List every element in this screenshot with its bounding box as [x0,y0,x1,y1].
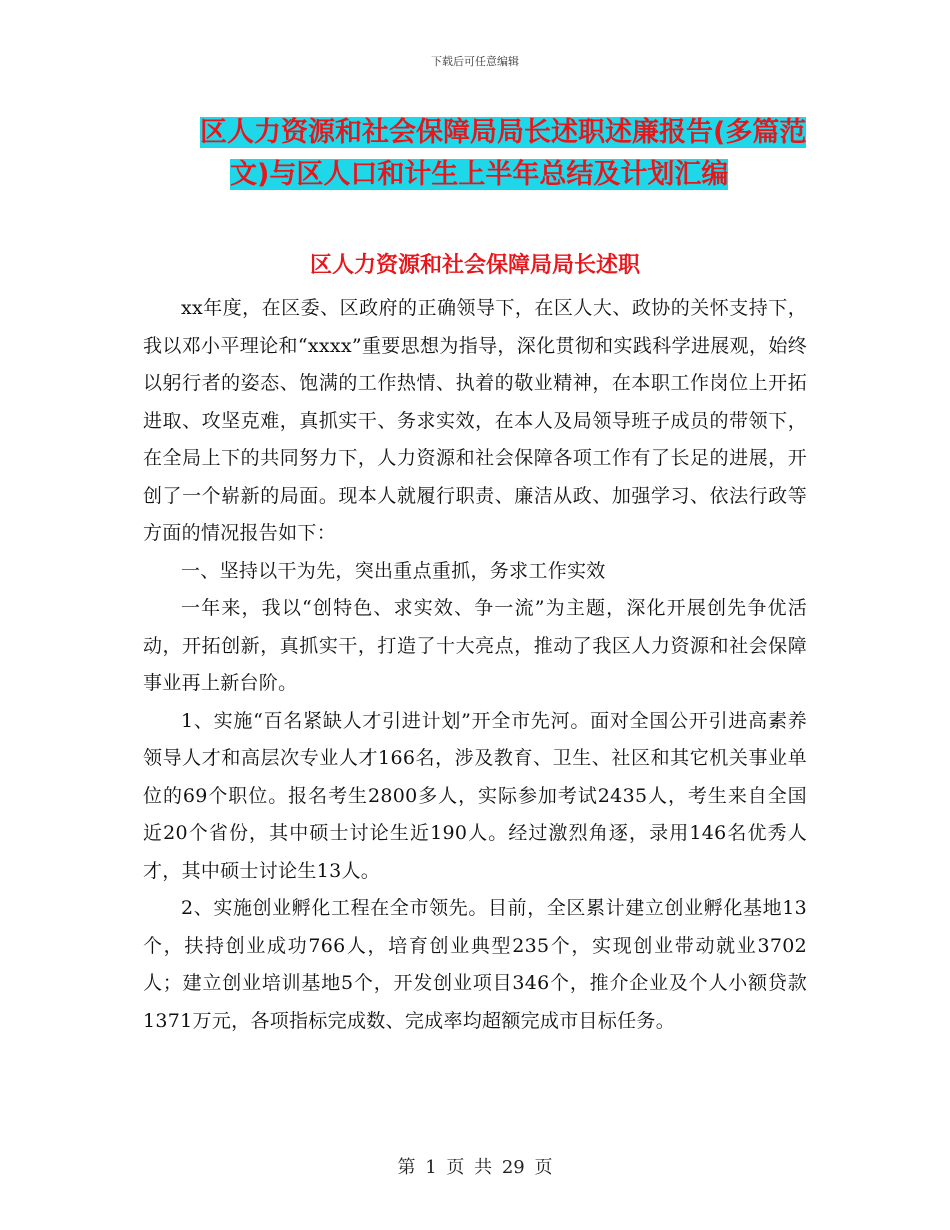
document-title-line-1-text: 区人力资源和社会保障局局长述职述廉报告(多篇范 [200,117,807,148]
page-number: 第 1 页 共 29 页 [397,1157,553,1178]
header-note: 下载后可任意编辑 [431,55,519,68]
paragraph-intro: xx年度，在区委、区政府的正确领导下，在区人大、政协的关怀支持下，我以邓小平理论和“xxxx”重要思想为指导，深化贯彻和实践科学进展观，始终以躬行者的姿态、饱满的工作热情、执着的敬业精神，在本职工作岗位上开拓进取、攻坚克难，真抓实干、务求实效，在本人及局领导班子成员的带领下，在全局上下的共同努力下，人力资源和社会保障各项工作有了长足的进展，开创了一个崭新的局面。现本人就履行职责、廉洁从政、加强学习、依法行政等方面的情况报告如下： [143,297,807,544]
paragraph-heading-1: 一、坚持以干为先，突出重点重抓，务求工作实效 [181,559,606,582]
document-title [200,112,820,196]
document-title-line-1 [200,112,820,154]
paragraph-item-2: 2、实施创业孵化工程在全市领先。目前，全区累计建立创业孵化基地13个，扶持创业成功766人，培育创业典型235个，实现创业带动就业3702人；建立创业培训基地5个，开发创业项目346个，推介企业及个人小额贷款1371万元，各项指标完成数、完成率均超额完成市目标任务。 [143,897,807,1032]
paragraph-overview: 一年来，我以“创特色、求实效、争一流”为主题，深化开展创先争优活动，开拓创新，真抓实干，打造了十大亮点，推动了我区人力资源和社会保障事业再上新台阶。 [143,597,807,694]
section-title: 区人力资源和社会保障局局长述职 [309,253,640,278]
body-text [143,290,807,1040]
document-title-line-2-text: 文)与区人口和计生上半年总结及计划汇编 [230,159,729,190]
document-title-line-2 [230,154,820,196]
paragraph-item-1: 1、实施“百名紧缺人才引进计划”开全市先河。面对全国公开引进高素养领导人才和高层次专业人才166名，涉及教育、卫生、社区和其它机关事业单位的69个职位。报名考生2800多人，实际参加考试2435人，考生来自全国近20个省份，其中硕士讨论生近190人。经过激烈角逐，录用146名优秀人才，其中硕士讨论生13人。 [143,709,807,882]
